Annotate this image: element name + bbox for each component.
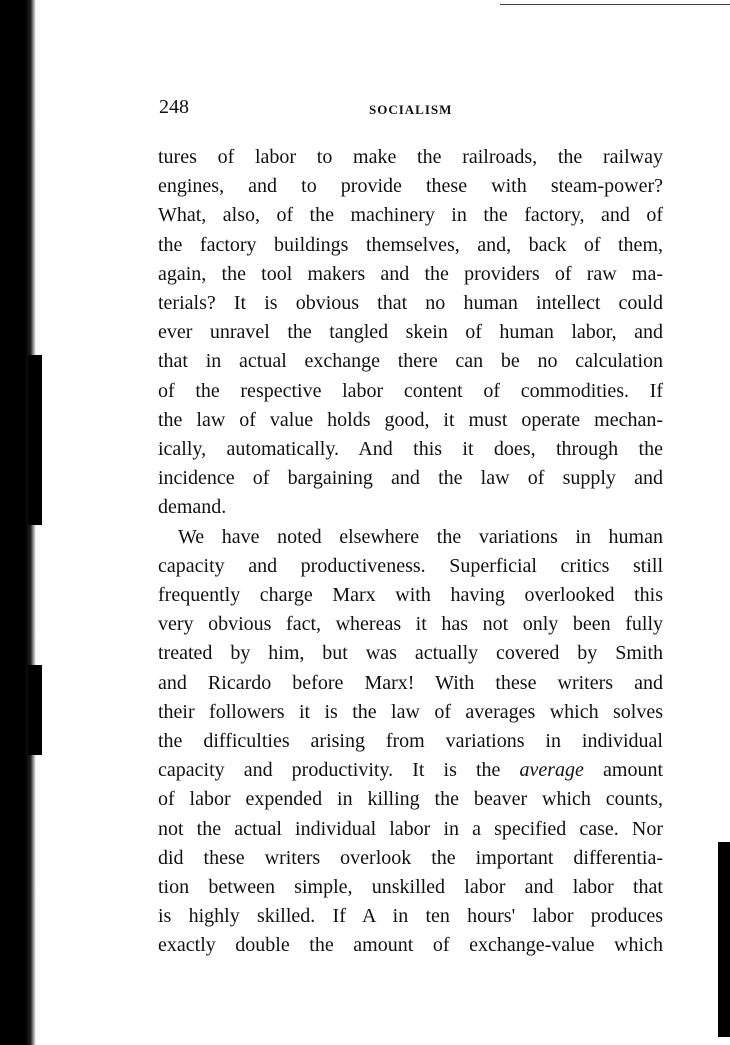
body-text [158,143,663,961]
text-line: incidence of bargaining and the law of supply and [158,467,663,490]
binding-scan-artifact [28,665,42,755]
running-title: SOCIALISM [369,102,453,117]
text-line: again, the tool makers and the providers of raw ma- [158,262,663,285]
page-header [159,96,664,122]
text-line: tion between simple, unskilled labor and labor that [158,876,663,899]
emphasized-word: average [519,759,584,782]
text-fragment: amount [603,759,664,782]
paragraph [158,143,663,523]
binding-scan-artifact [28,355,42,525]
text-line: the law of value holds good, it must operate mechan- [158,408,663,431]
text-line: tures of labor to make the railroads, the railway [158,146,663,168]
top-scan-rule [500,4,730,5]
text-line: and Ricardo before Marx! With these writers and [158,671,663,694]
text-line: ever unravel the tangled skein of human labor, and [158,321,663,344]
text-line: of labor expended in killing the beaver which counts, [158,788,663,811]
page-number: 248 [159,96,189,118]
text-line: engines, and to provide these with steam-power? [158,175,663,198]
text-line: did these writers overlook the important differentia- [158,846,663,869]
text-line: terials? It is obvious that no human intellect could [158,292,663,315]
text-line: not the actual individual labor in a specified case. Nor [158,817,663,840]
text-line: the difficulties arising from variations in individual [158,730,663,753]
text-line: What, also, of the machinery in the factory, and of [158,204,663,227]
text-line: treated by him, but was actually covered by Smith [158,642,663,665]
text-fragment: capacity and productivity. It is the [158,759,501,782]
text-line: the factory buildings themselves, and, back of them, [158,233,663,256]
text-line: ically, automatically. And this it does, through the [158,438,663,461]
page-edge-shadow [718,842,730,1037]
text-line: of the respective labor content of commodities. If [158,379,663,402]
text-line: capacity and productiveness. Superficial critics still [158,554,663,577]
paragraph [158,523,663,961]
text-line: We have noted elsewhere the variations in human [178,525,663,548]
text-line: is highly skilled. If A in ten hours' labor produces [158,905,663,928]
text-line: exactly double the amount of exchange-value which [158,934,663,957]
text-line: frequently charge Marx with having overlooked this [158,584,663,607]
text-line: their followers it is the law of averages which solves [158,700,663,723]
text-line: demand. [158,496,227,519]
text-line-with-emphasis [158,756,663,785]
text-line: that in actual exchange there can be no calculation [158,350,663,373]
text-line: very obvious fact, whereas it has not only been fully [158,613,663,636]
